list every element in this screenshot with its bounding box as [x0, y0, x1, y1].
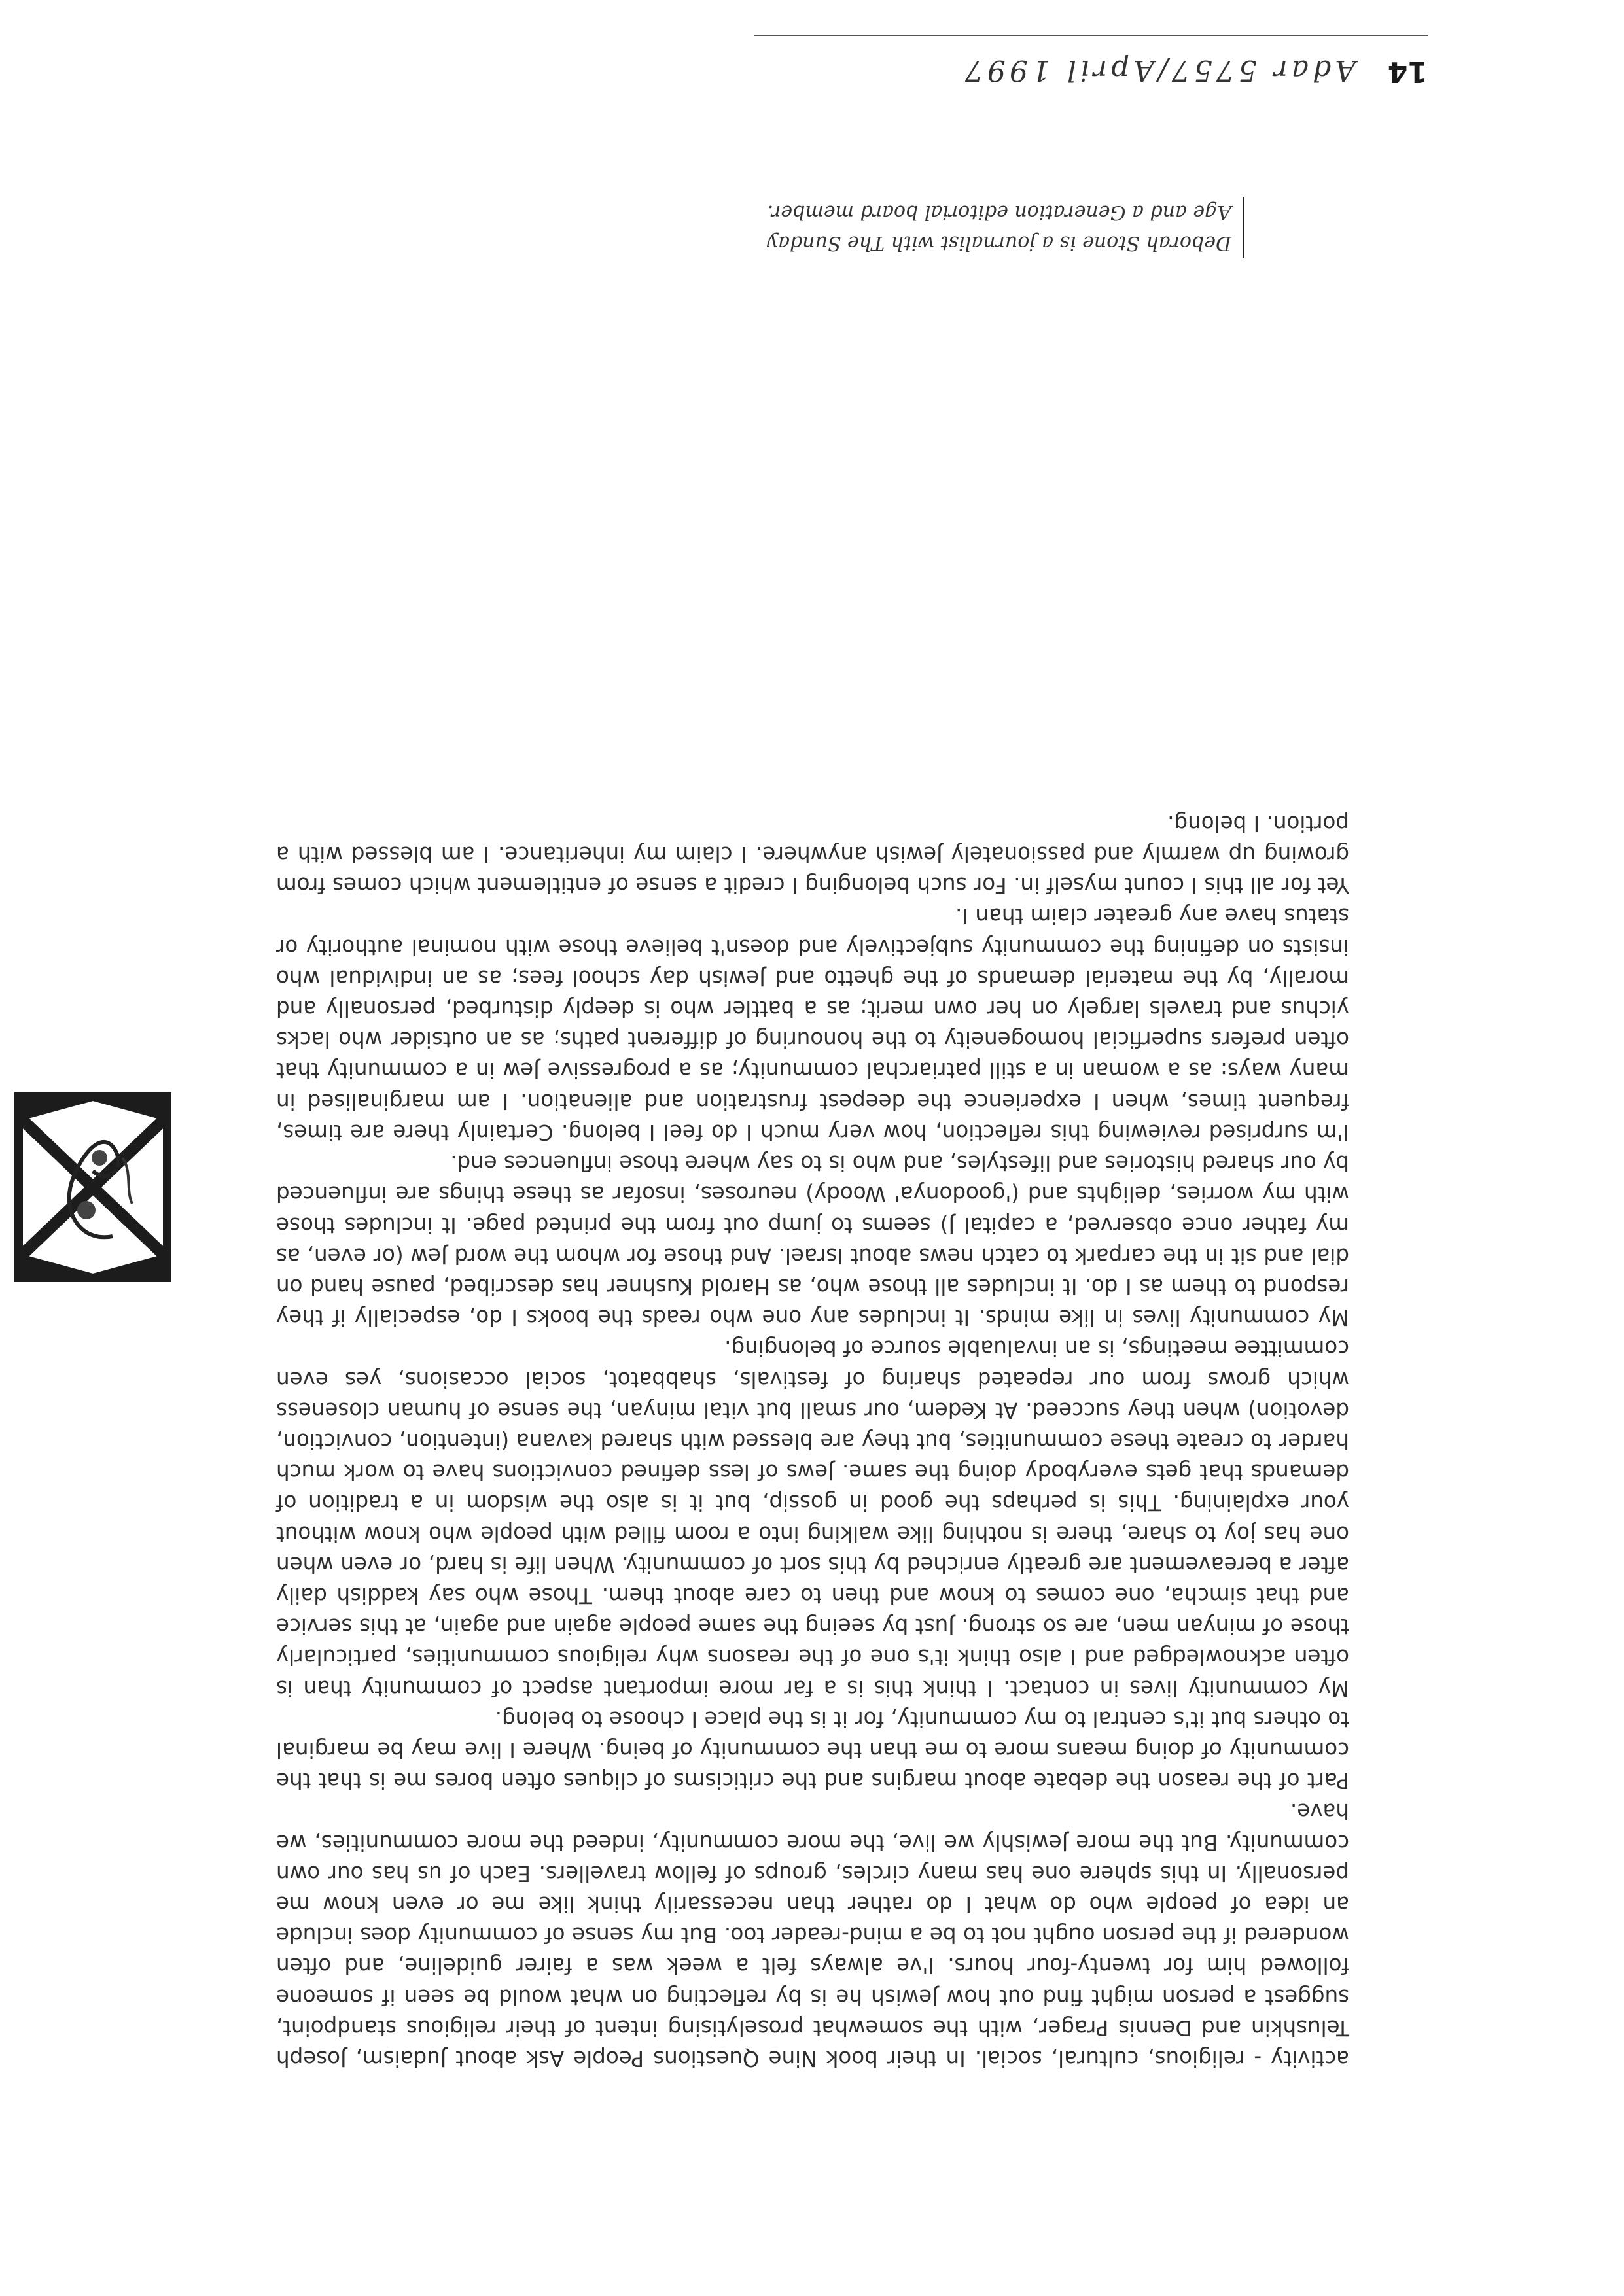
decorative-illustration: [14, 1092, 171, 1282]
issue-date: Adar 5757/April 1997: [961, 54, 1356, 87]
author-bio: Deborah Stone is a journalist with The Sunday Age and a Generation editorial board member.: [734, 197, 1244, 258]
paragraph: Part of the reason the debate about margins and the criticisms of cliques often bores me is that the community of doing means more to me than the community of being. Where I live may be marginal to others but it's central to my community, for it is the place I choose to belong.: [276, 1706, 1349, 1794]
paragraph: My community lives in contact. I think this is a far more important aspect of community than is often acknowledged and I also think it's one of the reasons why religious communities, particularly those of minyan men, are so strong. Just by seeing the same people again and again, at this service and that simcha, one comes to know and then to care about them. Those who say kaddish daily after a bereavement are greatly enriched by this sort of community. When life is hard, or even when one has joy to share, there is nothing like walking into a room filled with people who know without your explaining. This is perhaps the good in gossip, but it is also the wisdom in a tradition of demands that gets everybody doing the same. Jews of less defined convictions have to work much harder to create these communities, but they are blessed with shared kavana (intention, conviction, devotion) when they succeed. At Kedem, our small but vital minyan, the sense of human closeness which grows from our repeated sharing of festivals, shabbatot, social occasions, yes even committee meetings, is an invaluable source of belonging.: [276, 1336, 1349, 1701]
article-body: [276, 808, 1349, 2074]
page-header: [754, 43, 1428, 88]
paragraph: My community lives in like minds. It includes any one who reads the books I do, especially if they respond to them as I do. It includes all those who, as Harold Kushner has described, pause hand on dial and sit in the carpark to catch news about Israel. And those for whom the word Jew (or even, as my father once observed, a capital J) seems to jump out from the printed page. It includes those with my worries, delights and ('goodonya' Woody) neuroses, insofar as these things are influenced by our shared histories and lifestyles, and who is to say where those influences end.: [276, 1151, 1349, 1331]
page-number: 14: [1387, 55, 1428, 88]
paragraph: Yet for all this I count myself in. For such belonging I credit a sense of entitlement which comes from growing up warmly and passionately Jewish anywhere. I claim my inheritance. I am blessed with a portion. I belong.: [276, 810, 1349, 898]
paragraph: activity - religious, cultural, social. In their book Nine Questions People Ask about Judaism, Joseph Telushkin and Dennis Prager, with the somewhat proselytising intent of their religious standpoint, suggest a person might find out how Jewish he is by reflecting on what would be seen if someone followed him for twenty-four hours. I've always felt a week was a fairer guideline, and often wondered if the person ought not to be a mind-reader too. But my sense of community does include an idea of people who do what I do rather than necessarily think like me or even know me personally. In this sphere one has many circles, groups of fellow travellers. Each of us has our own community. But the more Jewishly we live, the more community, indeed the more communities, we have.: [276, 1799, 1349, 2071]
header-rule: [754, 35, 1428, 36]
paragraph: I'm surprised reviewing this reflection, how very much I do feel I belong. Certainly there are times, frequent times, when I experience the deepest frustration and alienation. I am marginalised in many ways: as a woman in a still patriarchal community; as a progressive Jew in a community that often prefers superficial homogeneity to the honouring of different paths; as an outsider who lacks yichus and travels largely on her own merit; as a battler who is deeply disturbed, personally and morally, by the material demands of the ghetto and Jewish day school fees; as an individual who insists on defining the community subjectively and doesn't believe those with nominal authority or status have any greater claim than I.: [276, 903, 1349, 1145]
